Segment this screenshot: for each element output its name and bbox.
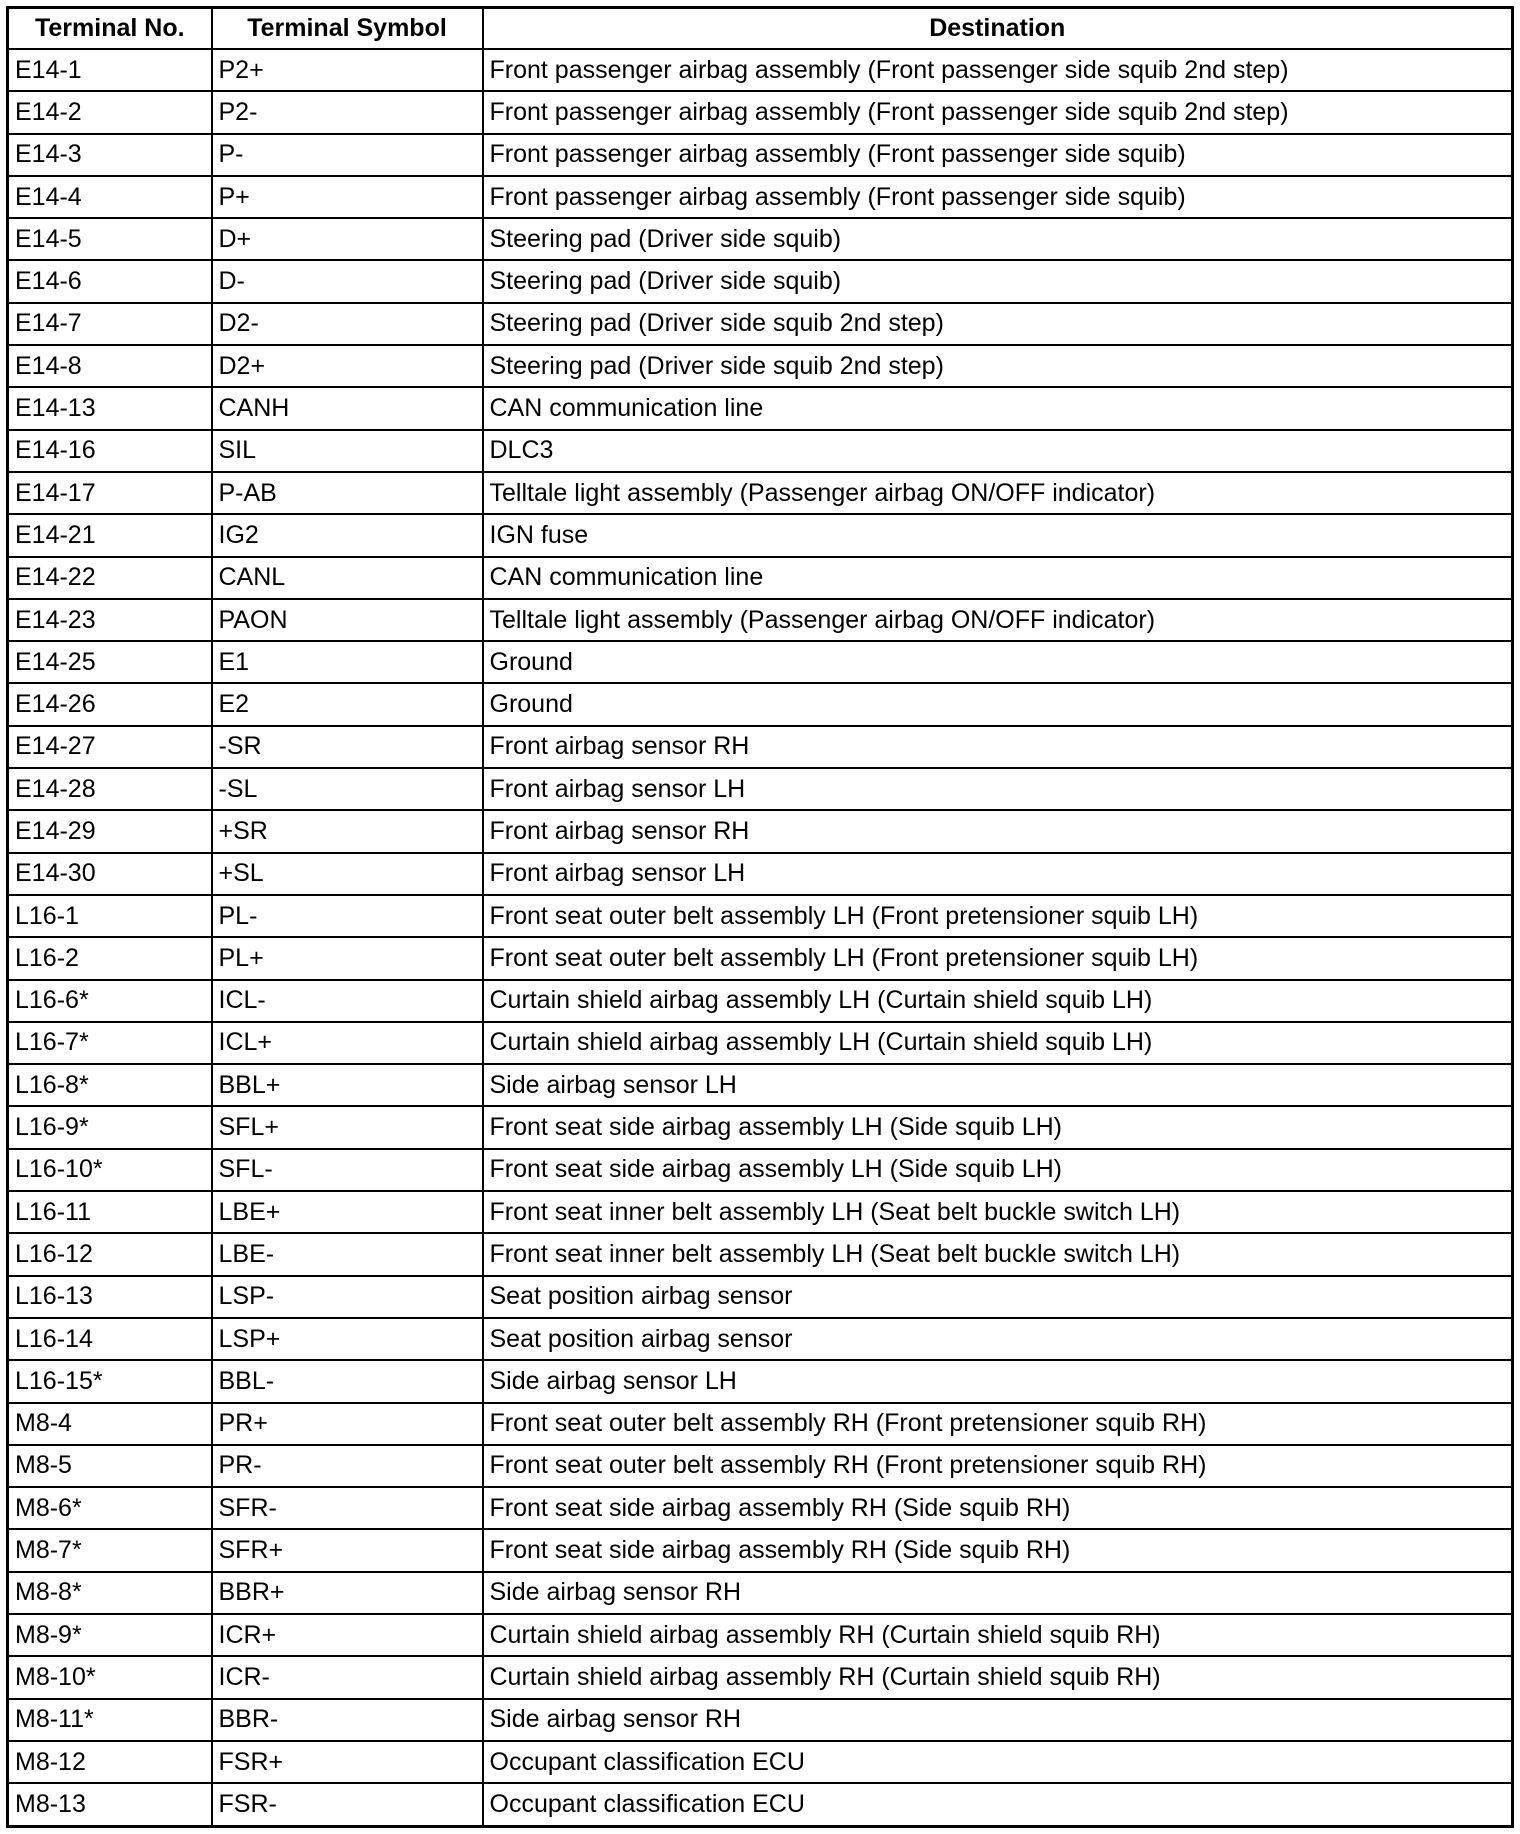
- table-row: [8, 683, 1513, 725]
- table-row: [8, 853, 1513, 895]
- table-row: [8, 260, 1513, 302]
- table-row: [8, 1403, 1513, 1445]
- cell-terminal-symbol: P-AB: [212, 472, 483, 514]
- cell-destination: CAN communication line: [483, 387, 1513, 429]
- cell-destination: Front seat outer belt assembly RH (Front pretensioner squib RH): [483, 1445, 1513, 1487]
- cell-terminal-symbol: LSP-: [212, 1276, 483, 1318]
- header-terminal-no: Terminal No.: [8, 8, 212, 50]
- cell-terminal-symbol: D2-: [212, 303, 483, 345]
- cell-terminal-no: M8-11*: [8, 1699, 212, 1741]
- header-row: [8, 8, 1513, 50]
- cell-destination: Front airbag sensor RH: [483, 810, 1513, 852]
- cell-terminal-no: L16-6*: [8, 980, 212, 1022]
- cell-destination: Curtain shield airbag assembly LH (Curtain shield squib LH): [483, 1022, 1513, 1064]
- table-row: [8, 134, 1513, 176]
- cell-destination: Steering pad (Driver side squib): [483, 218, 1513, 260]
- table-row: [8, 1191, 1513, 1233]
- cell-terminal-no: E14-7: [8, 303, 212, 345]
- cell-destination: Side airbag sensor RH: [483, 1572, 1513, 1614]
- cell-terminal-symbol: ICL-: [212, 980, 483, 1022]
- cell-terminal-symbol: +SL: [212, 853, 483, 895]
- cell-terminal-no: E14-25: [8, 641, 212, 683]
- table-row: [8, 218, 1513, 260]
- cell-destination: Front seat outer belt assembly LH (Front pretensioner squib LH): [483, 895, 1513, 937]
- cell-terminal-no: E14-30: [8, 853, 212, 895]
- cell-terminal-no: M8-7*: [8, 1529, 212, 1571]
- cell-terminal-symbol: D2+: [212, 345, 483, 387]
- cell-terminal-symbol: IG2: [212, 514, 483, 556]
- cell-terminal-no: L16-10*: [8, 1149, 212, 1191]
- table-row: [8, 1783, 1513, 1826]
- cell-terminal-symbol: FSR-: [212, 1783, 483, 1826]
- cell-destination: Ground: [483, 683, 1513, 725]
- cell-destination: Front seat side airbag assembly LH (Side squib LH): [483, 1106, 1513, 1148]
- table-row: [8, 1614, 1513, 1656]
- table-row: [8, 1360, 1513, 1402]
- table-row: [8, 557, 1513, 599]
- table-row: [8, 980, 1513, 1022]
- cell-destination: Steering pad (Driver side squib): [483, 260, 1513, 302]
- cell-destination: Front seat inner belt assembly LH (Seat belt buckle switch LH): [483, 1233, 1513, 1275]
- cell-destination: Front airbag sensor RH: [483, 726, 1513, 768]
- cell-terminal-no: E14-8: [8, 345, 212, 387]
- cell-destination: Side airbag sensor LH: [483, 1360, 1513, 1402]
- cell-terminal-no: L16-11: [8, 1191, 212, 1233]
- cell-terminal-symbol: BBL+: [212, 1064, 483, 1106]
- cell-terminal-symbol: SFR-: [212, 1487, 483, 1529]
- cell-destination: Front seat side airbag assembly RH (Side squib RH): [483, 1487, 1513, 1529]
- cell-terminal-symbol: E1: [212, 641, 483, 683]
- cell-terminal-no: L16-13: [8, 1276, 212, 1318]
- table-row: [8, 514, 1513, 556]
- cell-destination: DLC3: [483, 430, 1513, 472]
- cell-terminal-no: M8-12: [8, 1741, 212, 1783]
- table-header: [8, 8, 1513, 50]
- cell-terminal-no: L16-14: [8, 1318, 212, 1360]
- cell-terminal-symbol: PL+: [212, 937, 483, 979]
- table-row: [8, 1529, 1513, 1571]
- cell-destination: CAN communication line: [483, 557, 1513, 599]
- cell-terminal-no: M8-9*: [8, 1614, 212, 1656]
- table-row: [8, 176, 1513, 218]
- table-row: [8, 1445, 1513, 1487]
- cell-terminal-no: E14-22: [8, 557, 212, 599]
- table-row: [8, 641, 1513, 683]
- table-row: [8, 1022, 1513, 1064]
- table-row: [8, 1741, 1513, 1783]
- cell-terminal-symbol: LBE-: [212, 1233, 483, 1275]
- cell-terminal-no: E14-27: [8, 726, 212, 768]
- cell-terminal-no: E14-13: [8, 387, 212, 429]
- cell-destination: Telltale light assembly (Passenger airbag ON/OFF indicator): [483, 599, 1513, 641]
- table-row: [8, 49, 1513, 91]
- cell-destination: Front seat outer belt assembly RH (Front pretensioner squib RH): [483, 1403, 1513, 1445]
- table-row: [8, 895, 1513, 937]
- cell-terminal-symbol: D+: [212, 218, 483, 260]
- table-row: [8, 1656, 1513, 1698]
- cell-terminal-no: E14-16: [8, 430, 212, 472]
- cell-terminal-symbol: E2: [212, 683, 483, 725]
- cell-terminal-symbol: P+: [212, 176, 483, 218]
- cell-terminal-no: E14-26: [8, 683, 212, 725]
- cell-destination: Telltale light assembly (Passenger airbag ON/OFF indicator): [483, 472, 1513, 514]
- header-terminal-symbol: Terminal Symbol: [212, 8, 483, 50]
- cell-terminal-no: L16-8*: [8, 1064, 212, 1106]
- cell-terminal-no: M8-5: [8, 1445, 212, 1487]
- cell-terminal-no: M8-6*: [8, 1487, 212, 1529]
- table-row: [8, 472, 1513, 514]
- cell-terminal-symbol: P2-: [212, 91, 483, 133]
- cell-terminal-symbol: P-: [212, 134, 483, 176]
- table-row: [8, 1487, 1513, 1529]
- cell-terminal-symbol: CANH: [212, 387, 483, 429]
- cell-terminal-symbol: SFR+: [212, 1529, 483, 1571]
- table-row: [8, 937, 1513, 979]
- cell-terminal-symbol: SFL+: [212, 1106, 483, 1148]
- cell-destination: Front airbag sensor LH: [483, 853, 1513, 895]
- cell-terminal-symbol: D-: [212, 260, 483, 302]
- cell-terminal-no: M8-13: [8, 1783, 212, 1826]
- cell-destination: Curtain shield airbag assembly LH (Curtain shield squib LH): [483, 980, 1513, 1022]
- cell-terminal-symbol: +SR: [212, 810, 483, 852]
- cell-destination: Side airbag sensor RH: [483, 1699, 1513, 1741]
- cell-terminal-symbol: PL-: [212, 895, 483, 937]
- cell-terminal-no: E14-2: [8, 91, 212, 133]
- cell-destination: Curtain shield airbag assembly RH (Curtain shield squib RH): [483, 1656, 1513, 1698]
- cell-terminal-symbol: P2+: [212, 49, 483, 91]
- cell-terminal-symbol: ICR+: [212, 1614, 483, 1656]
- cell-terminal-no: L16-7*: [8, 1022, 212, 1064]
- cell-terminal-symbol: FSR+: [212, 1741, 483, 1783]
- table-row: [8, 387, 1513, 429]
- cell-terminal-symbol: ICR-: [212, 1656, 483, 1698]
- cell-destination: Ground: [483, 641, 1513, 683]
- cell-terminal-symbol: BBR+: [212, 1572, 483, 1614]
- cell-terminal-no: E14-21: [8, 514, 212, 556]
- cell-destination: Steering pad (Driver side squib 2nd step): [483, 345, 1513, 387]
- cell-terminal-no: E14-17: [8, 472, 212, 514]
- cell-destination: Steering pad (Driver side squib 2nd step): [483, 303, 1513, 345]
- table-row: [8, 1106, 1513, 1148]
- cell-destination: IGN fuse: [483, 514, 1513, 556]
- cell-destination: Front seat outer belt assembly LH (Front pretensioner squib LH): [483, 937, 1513, 979]
- table-row: [8, 810, 1513, 852]
- cell-terminal-symbol: ICL+: [212, 1022, 483, 1064]
- cell-destination: Front seat side airbag assembly RH (Side squib RH): [483, 1529, 1513, 1571]
- table-row: [8, 1064, 1513, 1106]
- cell-terminal-symbol: LBE+: [212, 1191, 483, 1233]
- table-row: [8, 1233, 1513, 1275]
- cell-destination: Seat position airbag sensor: [483, 1318, 1513, 1360]
- table-row: [8, 1276, 1513, 1318]
- cell-terminal-no: L16-2: [8, 937, 212, 979]
- cell-terminal-symbol: BBL-: [212, 1360, 483, 1402]
- cell-destination: Side airbag sensor LH: [483, 1064, 1513, 1106]
- cell-terminal-symbol: CANL: [212, 557, 483, 599]
- cell-terminal-symbol: LSP+: [212, 1318, 483, 1360]
- cell-terminal-symbol: SIL: [212, 430, 483, 472]
- table-row: [8, 1699, 1513, 1741]
- cell-terminal-no: E14-28: [8, 768, 212, 810]
- cell-terminal-no: E14-4: [8, 176, 212, 218]
- cell-terminal-no: L16-1: [8, 895, 212, 937]
- cell-terminal-no: E14-5: [8, 218, 212, 260]
- cell-destination: Front seat side airbag assembly LH (Side squib LH): [483, 1149, 1513, 1191]
- table-row: [8, 303, 1513, 345]
- cell-terminal-no: L16-9*: [8, 1106, 212, 1148]
- cell-terminal-symbol: -SL: [212, 768, 483, 810]
- cell-destination: Front passenger airbag assembly (Front passenger side squib): [483, 134, 1513, 176]
- table-row: [8, 345, 1513, 387]
- table-body: [8, 49, 1513, 1827]
- terminal-table: [6, 6, 1514, 1828]
- cell-destination: Front passenger airbag assembly (Front passenger side squib 2nd step): [483, 49, 1513, 91]
- cell-destination: Occupant classification ECU: [483, 1741, 1513, 1783]
- cell-terminal-no: E14-3: [8, 134, 212, 176]
- table-row: [8, 768, 1513, 810]
- table-row: [8, 1318, 1513, 1360]
- cell-terminal-symbol: PR+: [212, 1403, 483, 1445]
- table-row: [8, 1149, 1513, 1191]
- cell-terminal-symbol: PAON: [212, 599, 483, 641]
- cell-destination: Occupant classification ECU: [483, 1783, 1513, 1826]
- table-row: [8, 1572, 1513, 1614]
- cell-destination: Front passenger airbag assembly (Front passenger side squib 2nd step): [483, 91, 1513, 133]
- table-row: [8, 599, 1513, 641]
- cell-destination: Seat position airbag sensor: [483, 1276, 1513, 1318]
- cell-terminal-symbol: PR-: [212, 1445, 483, 1487]
- cell-terminal-symbol: BBR-: [212, 1699, 483, 1741]
- cell-destination: Front passenger airbag assembly (Front passenger side squib): [483, 176, 1513, 218]
- cell-terminal-symbol: SFL-: [212, 1149, 483, 1191]
- cell-terminal-no: L16-15*: [8, 1360, 212, 1402]
- cell-terminal-no: M8-4: [8, 1403, 212, 1445]
- table-row: [8, 726, 1513, 768]
- cell-terminal-no: E14-29: [8, 810, 212, 852]
- header-destination: Destination: [483, 8, 1513, 50]
- cell-terminal-no: E14-6: [8, 260, 212, 302]
- table-row: [8, 430, 1513, 472]
- cell-terminal-no: E14-23: [8, 599, 212, 641]
- cell-terminal-no: E14-1: [8, 49, 212, 91]
- cell-terminal-no: M8-10*: [8, 1656, 212, 1698]
- cell-terminal-no: L16-12: [8, 1233, 212, 1275]
- cell-destination: Front airbag sensor LH: [483, 768, 1513, 810]
- cell-terminal-symbol: -SR: [212, 726, 483, 768]
- table-row: [8, 91, 1513, 133]
- cell-terminal-no: M8-8*: [8, 1572, 212, 1614]
- cell-destination: Front seat inner belt assembly LH (Seat belt buckle switch LH): [483, 1191, 1513, 1233]
- cell-destination: Curtain shield airbag assembly RH (Curtain shield squib RH): [483, 1614, 1513, 1656]
